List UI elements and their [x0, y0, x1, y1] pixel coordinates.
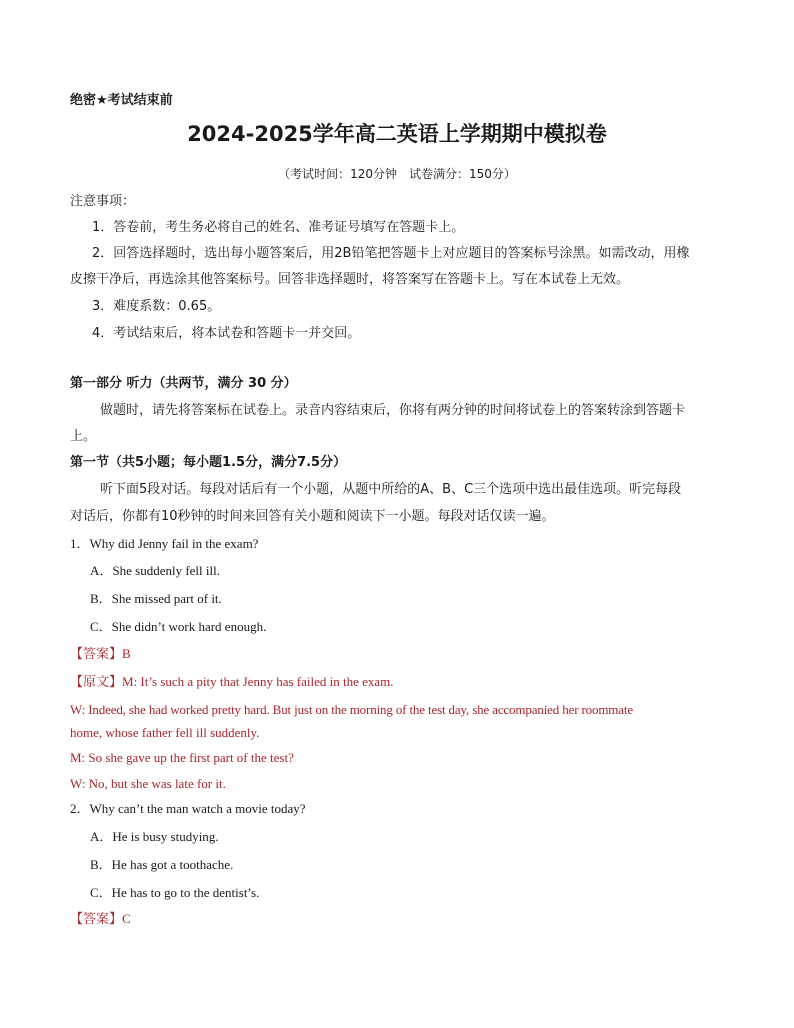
part1-instructions-cont: 上。 [70, 429, 97, 444]
part1-heading: 第一部分 听力（共两节，满分 30 分） [70, 376, 297, 391]
section1-instructions-cont: 对话后，你都有10秒钟的时间来回答有关小题和阅读下一小题。每段对话仅读一遍。 [70, 509, 555, 524]
notice-item: 4．考试结束后，将本试卷和答题卡一并交回。 [92, 326, 361, 341]
q1-option-c: C．She didn’t work hard enough. [90, 619, 267, 634]
transcript-tag: 【原文】 [70, 675, 123, 690]
notice-item: 1．答卷前，考生务必将自己的姓名、准考证号填写在答题卡上。 [92, 220, 465, 235]
notice-heading: 注意事项： [70, 194, 136, 209]
q1-answer [70, 645, 724, 664]
part1-instructions: 做题时，请先将答案标在试卷上。录音内容结束后，你将有两分钟的时间将试卷上的答案转涂到答题卡 [100, 403, 686, 418]
q1-transcript-line: home, whose father fell ill suddenly. [70, 725, 260, 740]
q1-transcript-line [70, 673, 724, 692]
page-title: 2024-2025学年高二英语上学期期中模拟卷 [187, 122, 607, 146]
notice-item: 2．回答选择题时，选出每小题答案后，用2B铅笔把答题卡上对应题目的答案标号涂黑。如需改动，用橡 [92, 246, 690, 261]
section1-heading: 第一节（共5小题；每小题1.5分，满分7.5分） [70, 455, 347, 470]
q1-transcript-line: W: Indeed, she had worked pretty hard. But just on the morning of the test day, she accompanied her roommate [70, 702, 633, 717]
secret-label: 绝密★考试结束前 [70, 93, 173, 108]
answer-tag: 【答案】 [70, 647, 123, 662]
section1-instructions: 听下面5段对话。每段对话后有一个小题，从题中所给的A、B、C三个选项中选出最佳选项。听完每段 [100, 482, 682, 497]
q2-option-b: B．He has got a toothache. [90, 857, 234, 872]
transcript-text: M: It’s such a pity that Jenny has failed in the exam. [122, 674, 394, 689]
notice-item: 3．难度系数：0.65。 [92, 299, 221, 314]
q1-option-b: B．She missed part of it. [90, 591, 222, 606]
q2-option-c: C．He has to go to the dentist’s. [90, 885, 260, 900]
exam-info: （考试时间：120分钟 试卷满分：150分） [278, 167, 516, 181]
q1-transcript-line: M: So she gave up the first part of the test? [70, 750, 294, 765]
answer-value: B [122, 646, 131, 661]
q1-transcript-line: W: No, but she was late for it. [70, 776, 226, 791]
notice-item-cont: 皮擦干净后，再选涂其他答案标号。回答非选择题时，将答案写在答题卡上。写在本试卷上无效。 [70, 272, 630, 287]
question-1: 1．Why did Jenny fail in the exam? [70, 536, 259, 551]
q1-option-a: A．She suddenly fell ill. [90, 563, 220, 578]
q2-answer [70, 910, 724, 929]
answer-value: C [122, 911, 131, 926]
q2-option-a: A．He is busy studying. [90, 829, 219, 844]
answer-tag: 【答案】 [70, 912, 123, 927]
question-2: 2．Why can’t the man watch a movie today? [70, 801, 306, 816]
